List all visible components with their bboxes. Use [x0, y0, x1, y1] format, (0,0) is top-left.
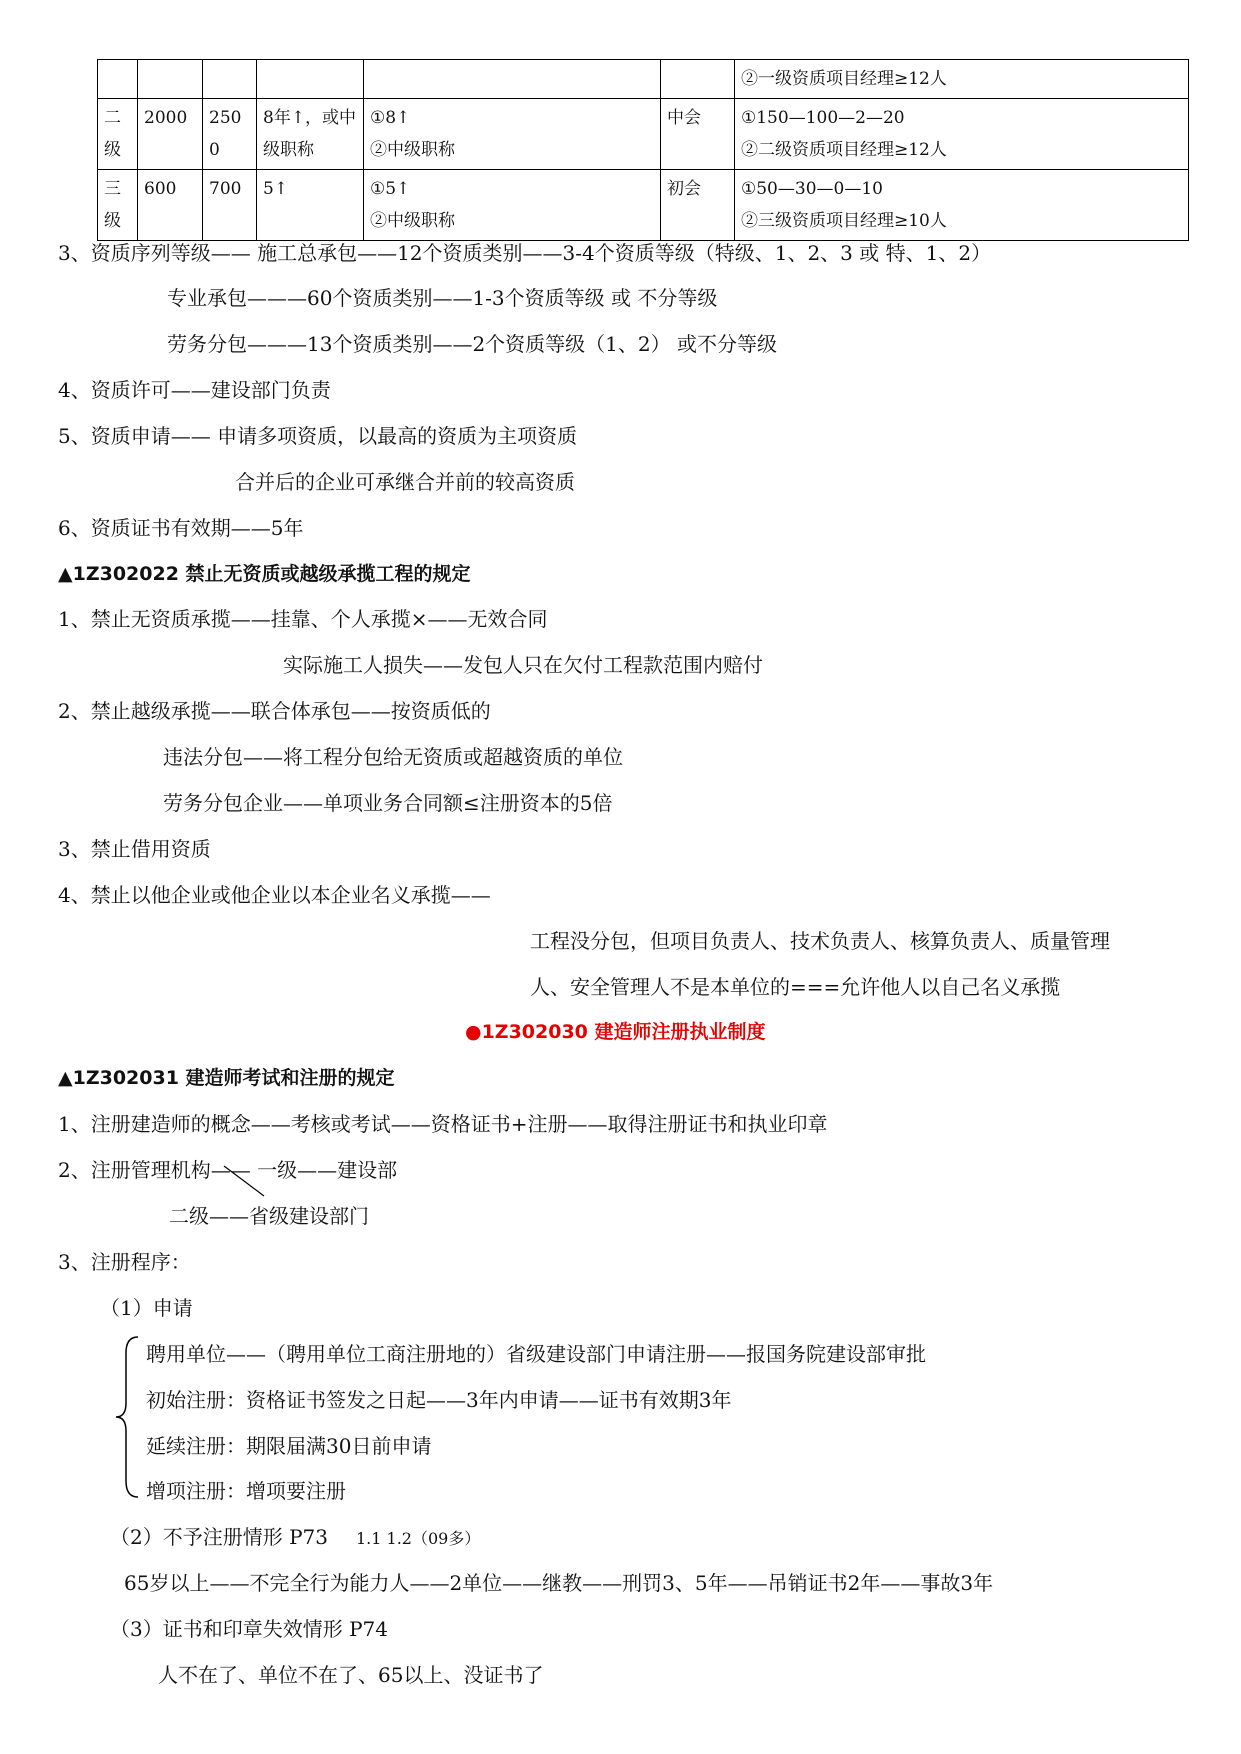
registered-capital-cell: 600	[138, 170, 203, 241]
net-assets-cell	[203, 60, 257, 99]
grade-cell: 三级	[98, 170, 138, 241]
net-assets-cell: 700	[203, 170, 257, 241]
text-line: （1）申请	[100, 1296, 193, 1320]
years-cell: 8年↑，或中级职称	[257, 99, 364, 170]
text-line: 二级——省级建设部门	[169, 1204, 369, 1228]
text-line: 人、安全管理人不是本单位的===允许他人以自己名义承揽	[530, 975, 1061, 999]
text-line: 劳务分包———13个资质类别——2个资质等级（1、2） 或不分等级	[167, 332, 777, 356]
text-line: 延续注册：期限届满30日前申请	[146, 1434, 432, 1458]
text-line: 人不在了、单位不在了、65以上、没证书了	[158, 1663, 544, 1687]
text-line: 聘用单位——（聘用单位工商注册地的）省级建设部门申请注册——报国务院建设部审批	[146, 1342, 926, 1366]
text-line: 专业承包———60个资质类别——1-3个资质等级 或 不分等级	[167, 286, 718, 310]
qualification-table	[97, 59, 1189, 241]
text-line: 3、禁止借用资质	[58, 837, 211, 861]
accountant-cell	[661, 60, 735, 99]
text-line: 4、禁止以他企业或他企业以本企业名义承揽——	[58, 883, 491, 907]
text-line: 1、禁止无资质承揽——挂靠、个人承揽×——无效合同	[58, 607, 548, 631]
table-row	[98, 60, 1189, 99]
requirement-cell: ②一级资质项目经理≥12人	[735, 60, 1189, 99]
text-line: 65岁以上——不完全行为能力人——2单位——继教——刑罚3、5年——吊销证书2年——事故3年	[124, 1571, 994, 1595]
text-line: 3、注册程序：	[58, 1250, 191, 1274]
years-cell	[257, 60, 364, 99]
requirement-cell: ①50—30—0—10 ②三级资质项目经理≥10人	[735, 170, 1189, 241]
registered-capital-cell: 2000	[138, 99, 203, 170]
grade-cell: 二级	[98, 99, 138, 170]
net-assets-cell: 2500	[203, 99, 257, 170]
text-line: 增项注册：增项要注册	[146, 1479, 346, 1503]
connector-line	[220, 1160, 270, 1200]
text-line: 违法分包——将工程分包给无资质或超越资质的单位	[163, 745, 623, 769]
brace-icon	[112, 1333, 142, 1501]
manager-cell	[364, 60, 661, 99]
table-row	[98, 170, 1189, 241]
text-line: 4、资质许可——建设部门负责	[58, 378, 331, 402]
manager-cell: ①8↑ ②中级职称	[364, 99, 661, 170]
text-line: 2、禁止越级承揽——联合体承包——按资质低的	[58, 699, 491, 723]
text-line: 初始注册：资格证书签发之日起——3年内申请——证书有效期3年	[146, 1388, 732, 1412]
text-line: 工程没分包，但项目负责人、技术负责人、核算负责人、质量管理	[530, 929, 1110, 953]
accountant-cell: 中会	[661, 99, 735, 170]
text-line: （2）不予注册情形 P73	[110, 1525, 328, 1549]
section-heading: ▲1Z302031 建造师考试和注册的规定	[58, 1067, 395, 1089]
chapter-heading: ●1Z302030 建造师注册执业制度	[465, 1021, 766, 1043]
text-line: 6、资质证书有效期——5年	[58, 516, 304, 540]
manager-cell: ①5↑ ②中级职称	[364, 170, 661, 241]
accountant-cell: 初会	[661, 170, 735, 241]
years-cell: 5↑	[257, 170, 364, 241]
text-line: 3、资质序列等级—— 施工总承包——12个资质类别——3-4个资质等级（特级、1、2、3 或 特、1、2）	[58, 241, 992, 265]
text-line: （3）证书和印章失效情形 P74	[110, 1617, 388, 1641]
registered-capital-cell	[138, 60, 203, 99]
requirement-cell: ①150—100—2—20 ②二级资质项目经理≥12人	[735, 99, 1189, 170]
text-note: 1.1 1.2（09多）	[356, 1529, 481, 1548]
text-line: 5、资质申请—— 申请多项资质，以最高的资质为主项资质	[58, 424, 578, 448]
text-line: 2、注册管理机构—— 一级——建设部	[58, 1158, 398, 1182]
text-line: 1、注册建造师的概念——考核或考试——资格证书+注册——取得注册证书和执业印章	[58, 1112, 828, 1136]
text-line: 劳务分包企业——单项业务合同额≤注册资本的5倍	[163, 791, 613, 815]
text-line: 实际施工人损失——发包人只在欠付工程款范围内赔付	[283, 653, 763, 677]
text-line: 合并后的企业可承继合并前的较高资质	[235, 470, 575, 494]
table-row	[98, 99, 1189, 170]
grade-cell	[98, 60, 138, 99]
section-heading: ▲1Z302022 禁止无资质或越级承揽工程的规定	[58, 563, 471, 585]
